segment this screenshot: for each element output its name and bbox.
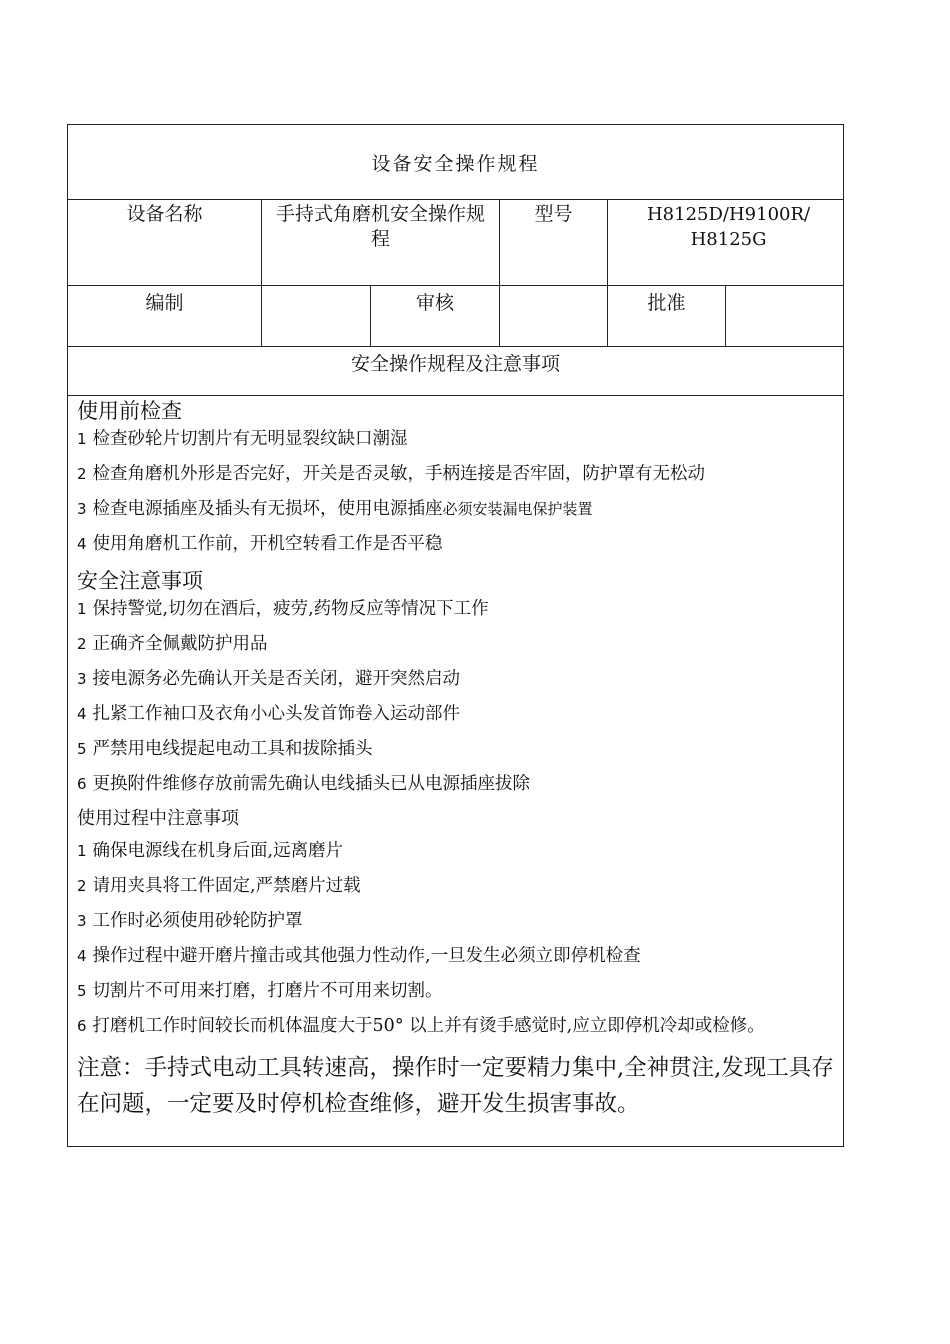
equipment-name-value: 手持式角磨机安全操作规程 bbox=[262, 200, 500, 286]
safety-list bbox=[77, 598, 835, 795]
in-use-item-text: 确保电源线在机身后面,远离磨片 bbox=[92, 841, 344, 861]
pre-check-item-text: 检查砂轮片切割片有无明显裂纹缺口潮湿 bbox=[92, 429, 408, 449]
in-use-item bbox=[77, 875, 835, 897]
in-use-item bbox=[77, 840, 835, 862]
pre-check-item bbox=[77, 533, 835, 555]
safety-item bbox=[77, 703, 835, 725]
pre-check-item-text: 检查电源插座及插头有无损坏，使用电源插座 bbox=[92, 499, 443, 519]
content-cell bbox=[68, 396, 844, 1147]
safety-item-text: 更换附件维修存放前需先确认电线插头已从电源插座拔除 bbox=[92, 774, 531, 794]
safety-item bbox=[77, 633, 835, 655]
in-use-item-number: 2 bbox=[77, 877, 87, 895]
pre-check-item bbox=[77, 463, 835, 485]
in-use-item-text: 打磨机工作时间较长而机体温度大于50° 以上并有烫手感觉时,应立即停机冷却或检修。 bbox=[92, 1016, 765, 1036]
in-use-item-number: 1 bbox=[77, 842, 87, 860]
procedure-table bbox=[67, 124, 844, 1147]
pre-check-item-number: 4 bbox=[77, 535, 87, 553]
in-use-item bbox=[77, 980, 835, 1002]
approve-label: 批准 bbox=[608, 286, 726, 347]
in-use-item bbox=[77, 1015, 835, 1037]
model-label: 型号 bbox=[500, 200, 608, 286]
pre-check-item bbox=[77, 498, 835, 520]
safety-item bbox=[77, 598, 835, 620]
in-use-item-text: 工作时必须使用砂轮防护罩 bbox=[92, 911, 303, 931]
pre-check-item-extra: 必须安装漏电保护装置 bbox=[442, 500, 593, 518]
in-use-heading: 使用过程中注意事项 bbox=[77, 808, 239, 829]
review-label: 审核 bbox=[371, 286, 500, 347]
safety-item-text: 扎紧工作袖口及衣角小心头发首饰卷入运动部件 bbox=[92, 704, 461, 724]
pre-check-item-number: 1 bbox=[77, 430, 87, 448]
safety-item bbox=[77, 773, 835, 795]
in-use-item-number: 3 bbox=[77, 912, 87, 930]
safety-item-text: 正确齐全佩戴防护用品 bbox=[92, 634, 268, 654]
in-use-item-text: 请用夹具将工件固定,严禁磨片过载 bbox=[92, 876, 361, 896]
safety-item bbox=[77, 668, 835, 690]
pre-check-item bbox=[77, 428, 835, 450]
warning-note: 注意：手持式电动工具转速高，操作时一定要精力集中,全神贯注,发现工具存在问题，一定要及时停机检查维修，避开发生损害事故。 bbox=[77, 1055, 834, 1117]
pre-check-item-number: 3 bbox=[77, 500, 87, 518]
safety-heading: 安全注意事项 bbox=[77, 569, 203, 593]
safety-item-text: 严禁用电线提起电动工具和拔除插头 bbox=[92, 739, 373, 759]
in-use-item-text: 切割片不可用来打磨，打磨片不可用来切割。 bbox=[92, 981, 443, 1001]
model-value: H8125D/H9100R/H8125G bbox=[608, 200, 844, 286]
in-use-item-text: 操作过程中避开磨片撞击或其他强力性动作,一旦发生必须立即停机检查 bbox=[92, 946, 641, 966]
in-use-item bbox=[77, 910, 835, 932]
safety-item-number: 3 bbox=[77, 670, 87, 688]
section-title: 安全操作规程及注意事项 bbox=[68, 347, 844, 396]
safety-item-number: 2 bbox=[77, 635, 87, 653]
approve-value bbox=[726, 286, 844, 347]
in-use-item-number: 4 bbox=[77, 947, 87, 965]
pre-check-item-number: 2 bbox=[77, 465, 87, 483]
in-use-item-number: 6 bbox=[77, 1017, 87, 1035]
in-use-list bbox=[77, 840, 835, 1037]
safety-item-text: 保持警觉,切勿在酒后，疲劳,药物反应等情况下工作 bbox=[92, 599, 489, 619]
compile-value bbox=[262, 286, 371, 347]
safety-item-text: 接电源务必先确认开关是否关闭，避开突然启动 bbox=[92, 669, 461, 689]
compile-label: 编制 bbox=[68, 286, 262, 347]
in-use-item bbox=[77, 945, 835, 967]
safety-item bbox=[77, 738, 835, 760]
pre-check-list bbox=[77, 428, 835, 555]
page-title: 设备安全操作规程 bbox=[68, 125, 844, 200]
safety-item-number: 6 bbox=[77, 775, 87, 793]
safety-item-number: 5 bbox=[77, 740, 87, 758]
pre-check-item-text: 使用角磨机工作前，开机空转看工作是否平稳 bbox=[92, 534, 443, 554]
equipment-name-label: 设备名称 bbox=[68, 200, 262, 286]
in-use-item-number: 5 bbox=[77, 982, 87, 1000]
pre-check-item-text: 检查角磨机外形是否完好，开关是否灵敏，手柄连接是否牢固，防护罩有无松动 bbox=[92, 464, 706, 484]
review-value bbox=[500, 286, 608, 347]
pre-check-heading: 使用前检查 bbox=[77, 399, 182, 423]
safety-item-number: 4 bbox=[77, 705, 87, 723]
safety-item-number: 1 bbox=[77, 600, 87, 618]
